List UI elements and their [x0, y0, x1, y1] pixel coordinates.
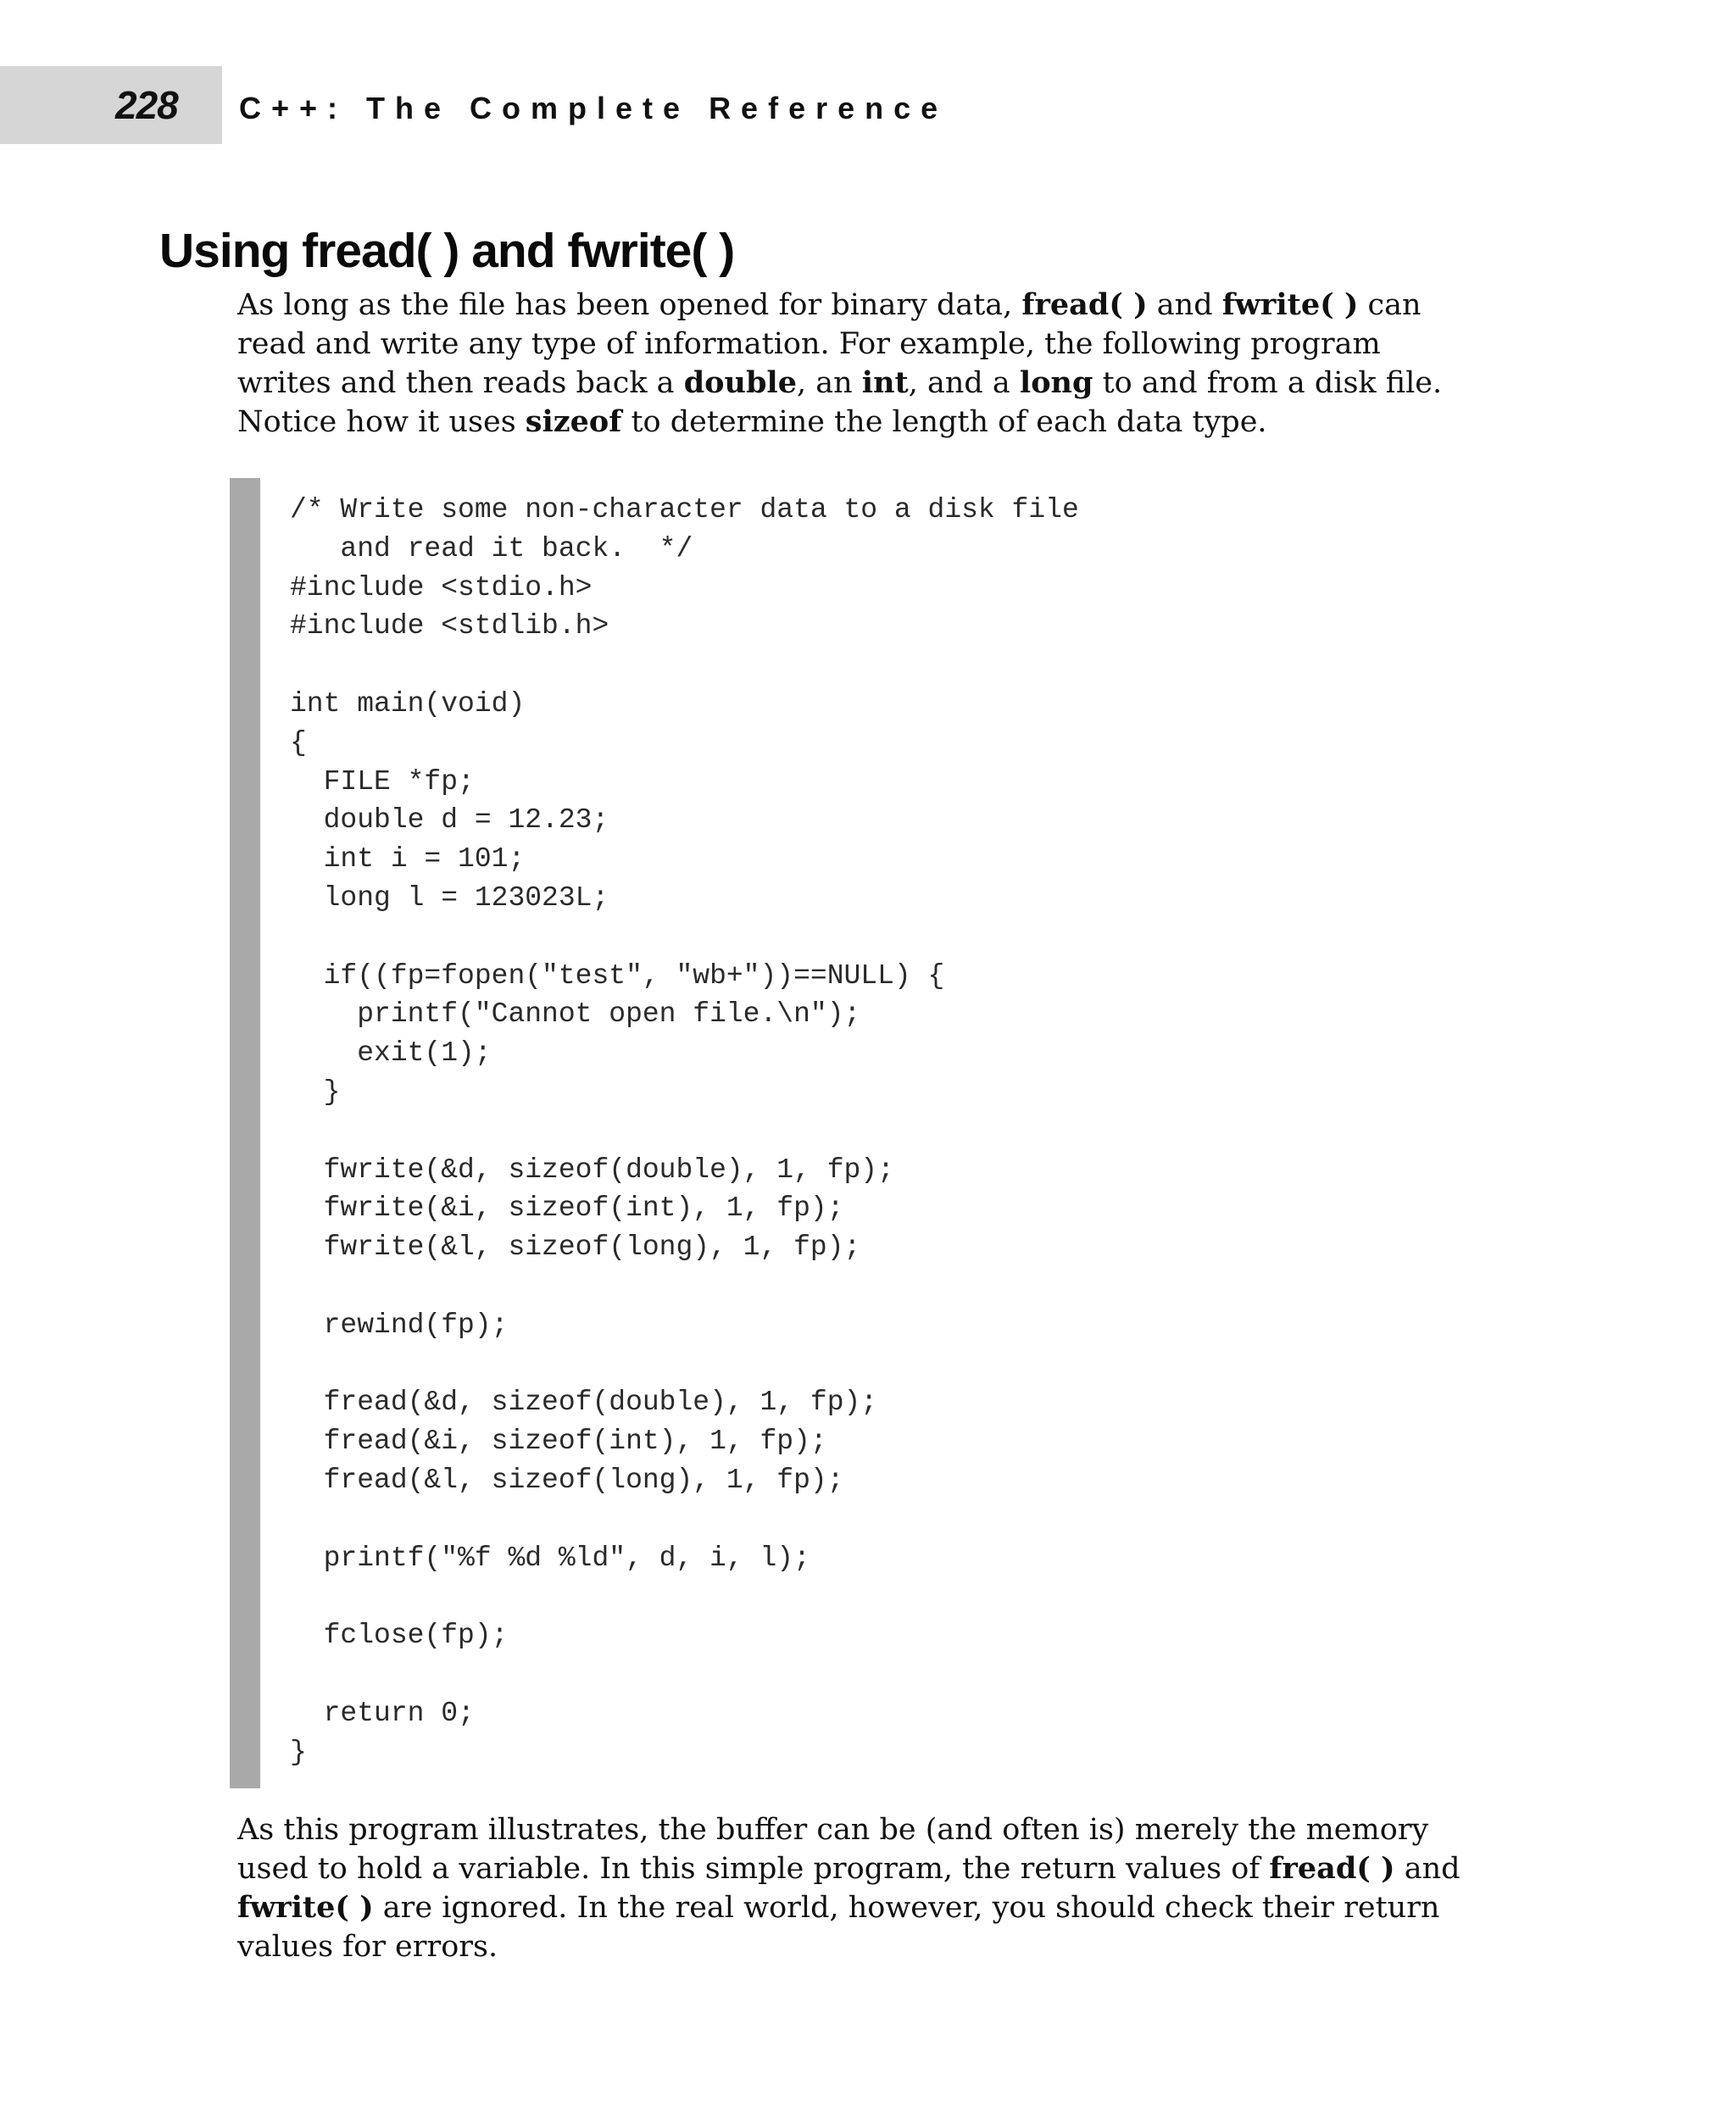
code-line: printf("%f %d %ld", d, i, l);: [290, 1542, 810, 1574]
code-line: [290, 1577, 1079, 1616]
code-line: }: [290, 1736, 307, 1768]
code-listing: [290, 491, 1079, 1771]
code-line: {: [290, 726, 307, 759]
code-line: int i = 101;: [290, 843, 526, 876]
code-line: FILE *fp;: [290, 765, 475, 798]
code-line: fwrite(&d, sizeof(double), 1, fp);: [290, 1154, 894, 1186]
code-line: fread(&i, sizeof(int), 1, fp);: [290, 1426, 827, 1458]
code-line: rewind(fp);: [290, 1309, 509, 1341]
code-line: fwrite(&i, sizeof(int), 1, fp);: [290, 1192, 844, 1225]
code-line: #include <stdlib.h>: [290, 610, 609, 642]
code-line: [290, 1345, 1079, 1384]
code-line: #include <stdio.h>: [290, 571, 593, 603]
code-line: int main(void): [290, 687, 526, 720]
intro-paragraph: [237, 286, 1483, 442]
code-line: [290, 646, 1079, 685]
code-line: [290, 1267, 1079, 1306]
code-line: }: [290, 1076, 341, 1108]
code-line: fread(&d, sizeof(double), 1, fp);: [290, 1387, 878, 1419]
intro-text: As long as the file has been opened for binary data,: [237, 288, 1022, 322]
code-line: printf("Cannot open file.\n");: [290, 998, 861, 1031]
keyword-double: double: [683, 365, 797, 400]
code-line: /* Write some non-character data to a disk file: [290, 494, 1079, 525]
code-line: fwrite(&l, sizeof(long), 1, fp);: [290, 1231, 861, 1264]
intro-text: to determine the length of each data type.: [621, 405, 1267, 439]
intro-text: , and a: [908, 366, 1020, 400]
code-line: [290, 1112, 1079, 1151]
code-line: fread(&l, sizeof(long), 1, fp);: [290, 1464, 844, 1496]
code-line: exit(1);: [290, 1037, 492, 1070]
page-number: 228: [115, 83, 178, 127]
code-line: double d = 12.23;: [290, 804, 609, 837]
running-head: C++: The Complete Reference: [239, 91, 949, 125]
code-line: long l = 123023L;: [290, 881, 609, 914]
code-line: and read it back. */: [290, 532, 693, 564]
keyword-fread: fread( ): [1021, 287, 1148, 322]
code-line: [290, 918, 1079, 957]
code-line: [290, 1500, 1079, 1539]
intro-text: and: [1147, 288, 1222, 322]
outro-paragraph: [237, 1810, 1483, 1966]
keyword-sizeof: sizeof: [525, 404, 622, 439]
keyword-int: int: [861, 365, 909, 400]
section-title: Using fread( ) and fwrite( ): [159, 224, 735, 278]
intro-text: to and from a disk file. Notice how it uses: [237, 366, 1443, 439]
code-line: if((fp=fopen("test", "wb+"))==NULL) {: [290, 959, 945, 992]
keyword-fwrite: fwrite( ): [237, 1890, 374, 1925]
keyword-fread: fread( ): [1269, 1851, 1395, 1886]
code-line: return 0;: [290, 1697, 475, 1729]
outro-text: and: [1394, 1852, 1461, 1886]
code-listing-bar: [230, 478, 260, 1788]
intro-text: can read and write any type of information. For example, the following program writes and then reads back a: [237, 288, 1422, 400]
keyword-long: long: [1019, 365, 1093, 400]
page-number-box: [0, 66, 222, 144]
keyword-fwrite: fwrite( ): [1221, 287, 1359, 322]
intro-text: , an: [797, 366, 862, 400]
outro-text: As this program illustrates, the buffer can be (and often is) merely the memory used to hold a variable. In this simple program, the return values of: [237, 1813, 1429, 1886]
outro-text: are ignored. In the real world, however, you should check their return values for errors.: [237, 1891, 1440, 1964]
code-line: fclose(fp);: [290, 1620, 509, 1652]
code-line: [290, 1655, 1079, 1694]
